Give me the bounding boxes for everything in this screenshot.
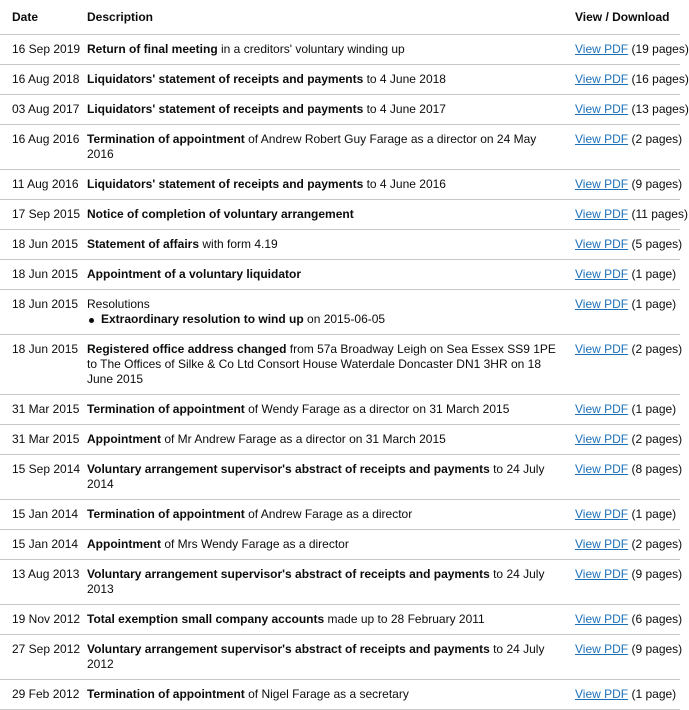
filing-description bbox=[75, 335, 563, 395]
page-count: (11 pages) bbox=[628, 207, 688, 221]
page-count: (5 pages) bbox=[628, 237, 683, 251]
table-row bbox=[0, 35, 680, 65]
description-detail: made up to 28 February 2011 bbox=[324, 612, 485, 626]
filing-date: 16 Aug 2016 bbox=[0, 125, 75, 170]
page-count: (1 page) bbox=[628, 267, 677, 281]
description-title: Appointment bbox=[87, 432, 161, 446]
page-count: (2 pages) bbox=[628, 132, 683, 146]
filing-date: 31 Mar 2015 bbox=[0, 425, 75, 455]
description-detail: of Nigel Farage as a secretary bbox=[244, 687, 409, 701]
filing-description bbox=[75, 125, 563, 170]
description-detail: of Mrs Wendy Farage as a director bbox=[161, 537, 349, 551]
filing-rows bbox=[0, 35, 689, 710]
view-pdf-link[interactable]: View PDF bbox=[575, 297, 629, 311]
view-pdf-link[interactable]: View PDF bbox=[575, 72, 629, 86]
view-pdf-link[interactable]: View PDF bbox=[575, 207, 629, 221]
view-download-cell bbox=[563, 455, 683, 500]
header-description: Description bbox=[75, 0, 563, 35]
page-count: (19 pages) bbox=[628, 42, 689, 56]
header-date: Date bbox=[0, 0, 75, 35]
view-download-cell bbox=[563, 680, 680, 710]
filing-date: 16 Sep 2019 bbox=[0, 35, 75, 65]
page-count: (9 pages) bbox=[628, 567, 683, 581]
filing-date: 03 Aug 2017 bbox=[0, 95, 75, 125]
description-plain: Resolutions bbox=[87, 297, 150, 311]
view-pdf-link[interactable]: View PDF bbox=[575, 237, 629, 251]
list-item bbox=[101, 312, 563, 327]
filing-date: 16 Aug 2018 bbox=[0, 65, 75, 95]
description-detail: of Wendy Farage as a director on 31 March 2015 bbox=[244, 402, 510, 416]
view-pdf-link[interactable]: View PDF bbox=[575, 267, 629, 281]
table-row bbox=[0, 335, 680, 395]
view-download-cell bbox=[563, 605, 683, 635]
view-pdf-link[interactable]: View PDF bbox=[575, 177, 629, 191]
filing-date: 27 Sep 2012 bbox=[0, 635, 75, 680]
view-download-cell bbox=[563, 530, 683, 560]
table-row bbox=[0, 200, 680, 230]
description-detail: in a creditors' voluntary winding up bbox=[217, 42, 405, 56]
view-pdf-link[interactable]: View PDF bbox=[575, 132, 629, 146]
filing-description bbox=[75, 680, 563, 710]
filing-date: 18 Jun 2015 bbox=[0, 230, 75, 260]
view-download-cell bbox=[563, 500, 680, 530]
table-row bbox=[0, 95, 680, 125]
table-row bbox=[0, 635, 680, 680]
description-detail: with form 4.19 bbox=[199, 237, 278, 251]
table-row bbox=[0, 680, 680, 710]
view-pdf-link[interactable]: View PDF bbox=[575, 462, 629, 476]
filing-date: 15 Sep 2014 bbox=[0, 455, 75, 500]
view-pdf-link[interactable]: View PDF bbox=[575, 432, 629, 446]
filing-description bbox=[75, 560, 563, 605]
page-count: (1 page) bbox=[628, 297, 677, 311]
bullet-icon bbox=[89, 318, 94, 323]
page-count: (16 pages) bbox=[628, 72, 689, 86]
filing-description bbox=[75, 395, 563, 425]
description-title: Termination of appointment bbox=[87, 687, 245, 701]
table-row bbox=[0, 395, 680, 425]
view-pdf-link[interactable]: View PDF bbox=[575, 567, 629, 581]
view-pdf-link[interactable]: View PDF bbox=[575, 507, 629, 521]
filing-description bbox=[75, 65, 563, 95]
description-title: Voluntary arrangement supervisor's abstract of receipts and payments bbox=[87, 642, 490, 656]
table-row bbox=[0, 170, 680, 200]
view-pdf-link[interactable]: View PDF bbox=[575, 612, 629, 626]
description-detail: to 24 July 2013 bbox=[87, 567, 545, 596]
description-title: Voluntary arrangement supervisor's abstract of receipts and payments bbox=[87, 462, 490, 476]
filing-description bbox=[75, 425, 563, 455]
view-download-cell bbox=[563, 560, 683, 605]
filing-date: 17 Sep 2015 bbox=[0, 200, 75, 230]
filing-date: 15 Jan 2014 bbox=[0, 530, 75, 560]
view-download-cell bbox=[563, 290, 680, 335]
description-detail: from 57a Broadway Leigh on Sea Essex SS9 1PE to The Offices of Silke & Co Ltd Consort House Waterdale Doncaster DN1 3HR on 18 June 2015 bbox=[87, 342, 556, 386]
description-title: Extraordinary resolution to wind up bbox=[101, 312, 304, 326]
table-row bbox=[0, 560, 680, 605]
page-count: (1 page) bbox=[628, 507, 677, 521]
filing-date: 18 Jun 2015 bbox=[0, 290, 75, 335]
description-title: Termination of appointment bbox=[87, 132, 245, 146]
table-row bbox=[0, 500, 680, 530]
page-count: (9 pages) bbox=[628, 177, 683, 191]
filing-description bbox=[75, 635, 563, 680]
description-detail: of Andrew Farage as a director bbox=[244, 507, 413, 521]
description-detail: on 2015-06-05 bbox=[303, 312, 386, 326]
view-download-cell bbox=[563, 635, 683, 680]
table-row bbox=[0, 65, 680, 95]
page-count: (2 pages) bbox=[628, 342, 683, 356]
table-row bbox=[0, 290, 680, 335]
view-pdf-link[interactable]: View PDF bbox=[575, 342, 629, 356]
description-detail: to 24 July 2012 bbox=[87, 642, 545, 671]
description-detail: of Andrew Robert Guy Farage as a director on 24 May 2016 bbox=[87, 132, 537, 161]
filing-description bbox=[75, 200, 563, 230]
filing-date: 19 Nov 2012 bbox=[0, 605, 75, 635]
resolution-list bbox=[87, 312, 563, 327]
description-title: Liquidators' statement of receipts and payments bbox=[87, 102, 364, 116]
filing-date: 13 Aug 2013 bbox=[0, 560, 75, 605]
table-row bbox=[0, 260, 680, 290]
description-title: Liquidators' statement of receipts and payments bbox=[87, 177, 364, 191]
filing-description bbox=[75, 605, 563, 635]
view-download-cell bbox=[563, 170, 683, 200]
view-download-cell bbox=[563, 95, 689, 125]
description-detail: to 4 June 2017 bbox=[363, 102, 446, 116]
view-download-cell bbox=[563, 395, 680, 425]
description-title: Termination of appointment bbox=[87, 402, 245, 416]
filing-description bbox=[75, 455, 563, 500]
view-pdf-link[interactable]: View PDF bbox=[575, 102, 629, 116]
description-detail: to 4 June 2018 bbox=[363, 72, 446, 86]
view-download-cell bbox=[563, 125, 683, 170]
view-download-cell bbox=[563, 200, 688, 230]
description-detail: to 4 June 2016 bbox=[363, 177, 446, 191]
view-pdf-link[interactable]: View PDF bbox=[575, 537, 629, 551]
table-row bbox=[0, 230, 680, 260]
description-title: Statement of affairs bbox=[87, 237, 200, 251]
header-row bbox=[0, 0, 680, 35]
view-download-cell bbox=[563, 230, 683, 260]
description-title: Registered office address changed bbox=[87, 342, 287, 356]
description-title: Voluntary arrangement supervisor's abstract of receipts and payments bbox=[87, 567, 490, 581]
view-download-cell bbox=[563, 35, 689, 65]
view-download-cell bbox=[563, 425, 683, 455]
view-pdf-link[interactable]: View PDF bbox=[575, 402, 629, 416]
description-title: Appointment of a voluntary liquidator bbox=[87, 267, 301, 281]
filing-date: 11 Aug 2016 bbox=[0, 170, 75, 200]
page-count: (9 pages) bbox=[628, 642, 683, 656]
filing-date: 31 Mar 2015 bbox=[0, 395, 75, 425]
view-pdf-link[interactable]: View PDF bbox=[575, 687, 629, 701]
view-pdf-link[interactable]: View PDF bbox=[575, 642, 629, 656]
filing-description bbox=[75, 530, 563, 560]
filing-description bbox=[75, 260, 563, 290]
table-row bbox=[0, 125, 680, 170]
page-count: (1 page) bbox=[628, 687, 677, 701]
filing-description bbox=[75, 35, 563, 65]
page-count: (6 pages) bbox=[628, 612, 683, 626]
table-row bbox=[0, 455, 680, 500]
filing-description bbox=[75, 95, 563, 125]
description-title: Total exemption small company accounts bbox=[87, 612, 325, 626]
description-title: Notice of completion of voluntary arrangement bbox=[87, 207, 354, 221]
view-pdf-link[interactable]: View PDF bbox=[575, 42, 629, 56]
filing-date: 18 Jun 2015 bbox=[0, 335, 75, 395]
filing-description bbox=[75, 230, 563, 260]
filing-description bbox=[75, 500, 563, 530]
view-download-cell bbox=[563, 335, 683, 395]
table-row bbox=[0, 425, 680, 455]
description-title: Termination of appointment bbox=[87, 507, 245, 521]
description-detail: to 24 July 2014 bbox=[87, 462, 545, 491]
description-title: Appointment bbox=[87, 537, 161, 551]
page-count: (13 pages) bbox=[628, 102, 689, 116]
filing-date: 29 Feb 2012 bbox=[0, 680, 75, 710]
table-row bbox=[0, 605, 680, 635]
table-row bbox=[0, 530, 680, 560]
filing-date: 18 Jun 2015 bbox=[0, 260, 75, 290]
page-count: (2 pages) bbox=[628, 537, 683, 551]
description-title: Liquidators' statement of receipts and payments bbox=[87, 72, 364, 86]
filing-description bbox=[75, 290, 563, 335]
description-detail: of Mr Andrew Farage as a director on 31 March 2015 bbox=[161, 432, 446, 446]
header-view-download: View / Download bbox=[563, 0, 680, 35]
filing-date: 15 Jan 2014 bbox=[0, 500, 75, 530]
view-download-cell bbox=[563, 260, 680, 290]
page-count: (1 page) bbox=[628, 402, 677, 416]
page-count: (8 pages) bbox=[628, 462, 683, 476]
filing-description bbox=[75, 170, 563, 200]
view-download-cell bbox=[563, 65, 689, 95]
page-count: (2 pages) bbox=[628, 432, 683, 446]
description-title: Return of final meeting bbox=[87, 42, 218, 56]
